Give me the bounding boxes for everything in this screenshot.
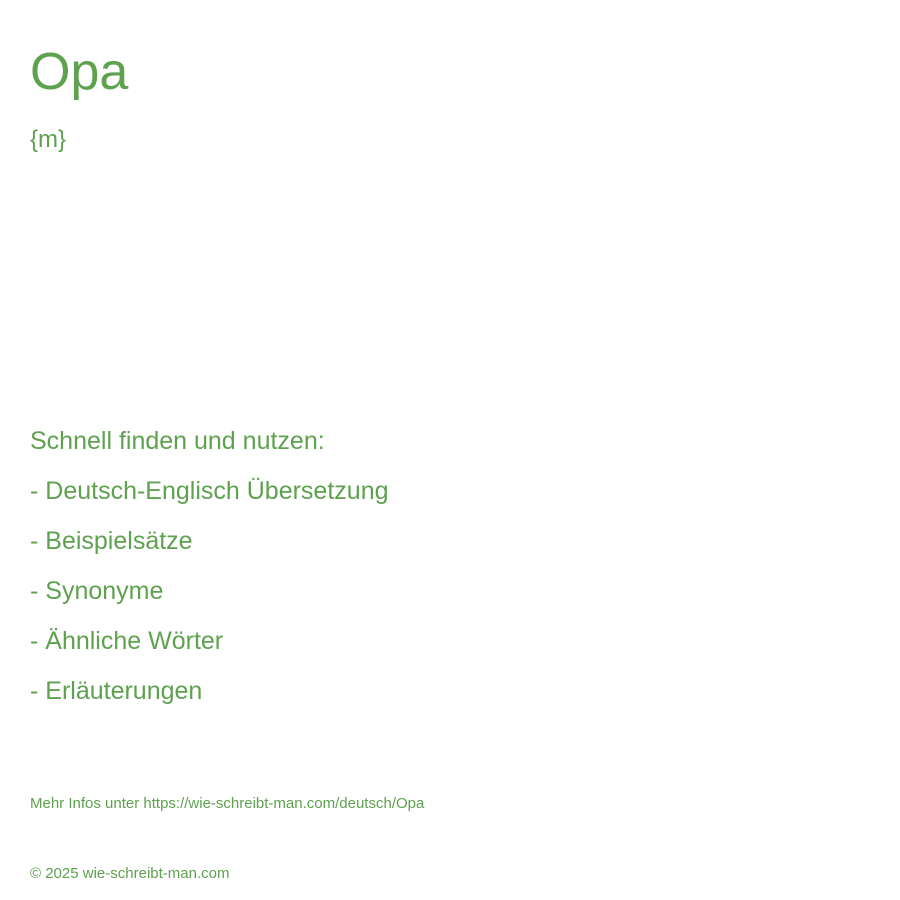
gender-label: {m}	[30, 126, 67, 153]
feature-item-synonyms: - Synonyme	[30, 577, 164, 605]
more-info-text: Mehr Infos unter https://wie-schreibt-man.com/deutsch/Opa	[30, 795, 425, 812]
features-list	[30, 472, 389, 722]
feature-item-explanations: - Erläuterungen	[30, 677, 203, 705]
copyright-text: © 2025 wie-schreibt-man.com	[30, 865, 230, 882]
feature-item-example-sentences: - Beispielsätze	[30, 527, 193, 555]
features-section	[30, 422, 389, 722]
features-heading: Schnell finden und nutzen:	[30, 427, 325, 455]
feature-item-similar-words: - Ähnliche Wörter	[30, 627, 224, 655]
feature-item-translation: - Deutsch-Englisch Übersetzung	[30, 477, 389, 505]
page-title: Opa	[30, 43, 129, 101]
